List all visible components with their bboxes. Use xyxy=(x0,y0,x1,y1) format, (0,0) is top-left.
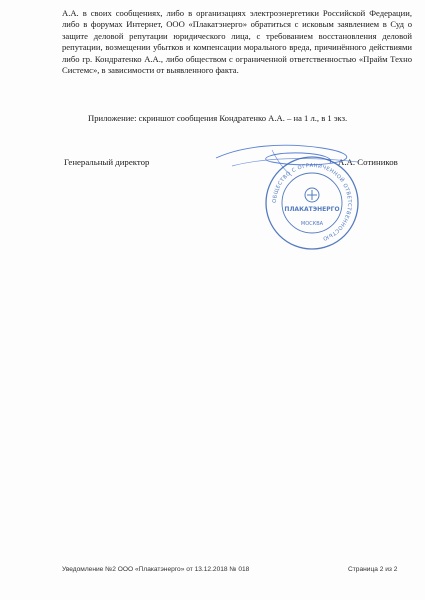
seal-outer-ring xyxy=(266,157,358,249)
signatory-name: А.А. Сотиников xyxy=(338,157,398,167)
footer-document-ref: Уведомление №2 ООО «Плакатэнерго» от 13.12.2018 № 018 xyxy=(62,566,250,573)
footer-page-number: Страница 2 из 2 xyxy=(348,566,398,573)
page-footer xyxy=(0,566,425,578)
signatory-title: Генеральный директор xyxy=(64,157,150,167)
body-paragraph: А.А. в своих сообщениях, либо в организациях электроэнергетики Российской Федерации, либо в форумах Интернет, ООО «Плакатэнерго» обратиться с исковым заявлением в Суд о защите деловой репутации юридического лица, с требованием восстановления деловой репутации, возмещении убытков и компенсации морального вреда, причинённого действиями либо гр. Кондратенко А.А., либо обществом с ограниченной ответственностью «Прайм Техно Системс», в зависимости от выявленного факта. xyxy=(62,8,412,76)
seal-center-text: ПЛАКАТЭНЕРГО xyxy=(284,206,340,213)
company-seal xyxy=(264,155,360,251)
seal-city-text: МОСКВА xyxy=(300,221,324,227)
seal-ring-text: ОБЩЕСТВО С ОГРАНИЧЕННОЙ ОТВЕТСТВЕННОСТЬЮ xyxy=(271,162,353,242)
attachment-line: Приложение: скриншот сообщения Кондратенко А.А. – на 1 л., в 1 экз. xyxy=(88,113,348,123)
